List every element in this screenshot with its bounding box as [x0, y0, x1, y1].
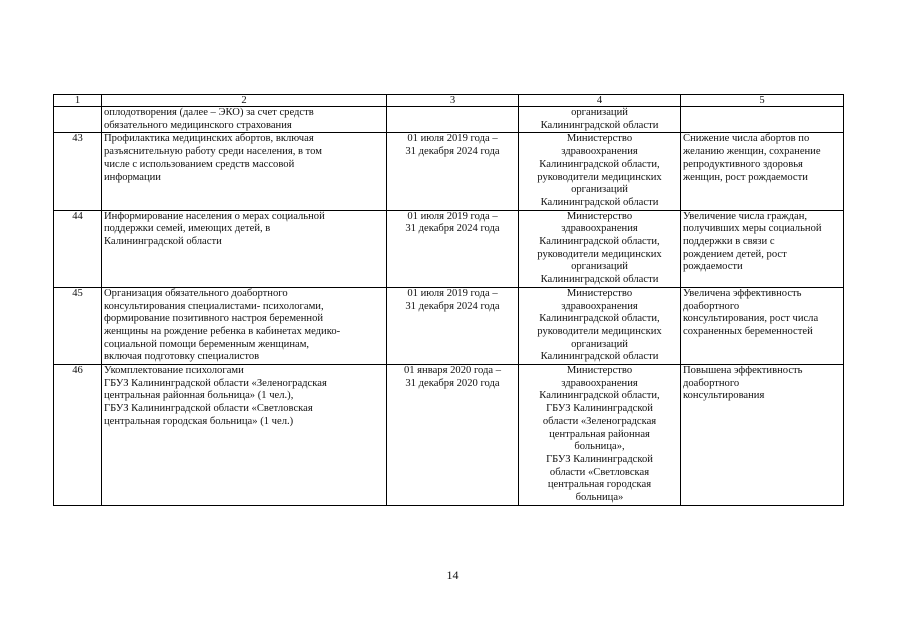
- text-line: доабортного: [683, 300, 740, 312]
- text-line: Информирование населения о мерах социальной: [104, 210, 325, 222]
- text-line: репродуктивного здоровья: [683, 158, 803, 170]
- text-line: Профилактика медицинских абортов, включая: [104, 133, 314, 145]
- text-line: рождаемости: [683, 261, 743, 273]
- text-line: больница»,: [574, 441, 625, 453]
- responsible-cell: [519, 287, 681, 364]
- text-line: Увеличение числа граждан,: [683, 210, 808, 222]
- dates-cell: [387, 133, 519, 210]
- text-line: разъяснительную работу среди населения, в том: [104, 146, 322, 158]
- text-line: руководители медицинских: [537, 248, 662, 260]
- text-line: сохраненных беременностей: [683, 325, 813, 337]
- text-line: здравоохранения: [561, 223, 638, 235]
- text-line: числе с использованием средств массовой: [104, 158, 295, 170]
- responsible-cell: [519, 133, 681, 210]
- responsible-cell: [519, 365, 681, 506]
- text-line: желанию женщин, сохранение: [683, 146, 821, 158]
- text-line: Калининградской области,: [539, 390, 660, 402]
- dates-cell: [387, 365, 519, 506]
- text-line: Калининградской области: [540, 351, 659, 363]
- text-line: включая подготовку специалистов: [104, 351, 260, 363]
- text-line: организаций: [571, 107, 628, 118]
- text-line: формирование позитивного настроя беременной: [104, 313, 324, 325]
- dates-cell: [387, 210, 519, 287]
- text-line: Повышена эффективность: [683, 365, 803, 377]
- text-line: центральная городская: [547, 479, 652, 491]
- text-line: организаций: [571, 184, 628, 196]
- text-line: больница»: [575, 492, 624, 504]
- text-line: Калининградской области,: [539, 158, 660, 170]
- page-number: 14: [446, 568, 459, 582]
- text-line: доабортного: [683, 377, 740, 389]
- event-cell: [102, 210, 387, 287]
- text-line: поддержки в связи с: [683, 236, 775, 248]
- text-line: Организация обязательного доабортного: [104, 287, 288, 299]
- dates-cell: [387, 287, 519, 364]
- text-line: рождением детей, рост: [683, 248, 787, 260]
- result-cell: [681, 133, 844, 210]
- text-line: Снижение числа абортов по: [683, 133, 810, 145]
- text-line: 01 июля 2019 года –: [407, 133, 498, 145]
- measures-table: [53, 94, 844, 506]
- table-row: [54, 133, 844, 210]
- event-cell: [102, 287, 387, 364]
- event-cell: [102, 133, 387, 210]
- text-line: центральная районная больница» (1 чел.),: [104, 390, 294, 402]
- text-line: Калининградской области: [540, 119, 659, 131]
- responsible-cell: [519, 107, 681, 133]
- text-line: консультирования, рост числа: [683, 313, 819, 325]
- text-line: 31 декабря 2024 года: [405, 146, 500, 158]
- text-line: ГБУЗ Калининградской: [546, 453, 653, 465]
- column-number-2: 2: [102, 95, 387, 107]
- text-line: здравоохранения: [561, 377, 638, 389]
- text-line: центральная районная: [549, 428, 650, 440]
- event-cell: [102, 365, 387, 506]
- text-line: Министерство: [566, 133, 633, 145]
- row-number-cell: 46: [54, 365, 102, 506]
- text-line: получивших меры социальной: [683, 223, 822, 235]
- row-number-cell: 44: [54, 210, 102, 287]
- text-line: ГБУЗ Калининградской области «Светловская: [104, 403, 313, 415]
- text-line: организаций: [571, 261, 628, 273]
- text-line: здравоохранения: [561, 146, 638, 158]
- result-cell: [681, 107, 844, 133]
- table-row: [54, 107, 844, 133]
- text-line: 31 декабря 2024 года: [405, 300, 500, 312]
- text-line: области «Светловская: [549, 466, 650, 478]
- text-line: оплодотворения (далее – ЭКО) за счет средств: [104, 107, 314, 118]
- text-line: области «Зеленоградская: [542, 415, 657, 427]
- text-line: 31 декабря 2024 года: [405, 223, 500, 235]
- text-line: Укомплектование психологами: [104, 365, 244, 377]
- column-number-3: 3: [387, 95, 519, 107]
- text-line: ГБУЗ Калининградской: [546, 403, 653, 415]
- text-line: Калининградской области,: [539, 313, 660, 325]
- text-line: обязательного медицинского страхования: [104, 119, 292, 131]
- text-line: руководители медицинских: [537, 325, 662, 337]
- row-number-cell: 45: [54, 287, 102, 364]
- text-line: 01 января 2020 года –: [403, 365, 502, 377]
- text-line: Министерство: [566, 210, 633, 222]
- dates-cell: [387, 107, 519, 133]
- text-line: информации: [104, 171, 161, 183]
- result-cell: [681, 365, 844, 506]
- text-line: 01 июля 2019 года –: [407, 210, 498, 222]
- text-line: Калининградской области: [104, 236, 222, 248]
- row-number-cell: 43: [54, 133, 102, 210]
- responsible-cell: [519, 210, 681, 287]
- result-cell: [681, 287, 844, 364]
- text-line: Калининградской области: [540, 196, 659, 208]
- column-number-1: 1: [54, 95, 102, 107]
- table-row: [54, 210, 844, 287]
- result-cell: [681, 210, 844, 287]
- text-line: 01 июля 2019 года –: [407, 287, 498, 299]
- text-line: женщин, рост рождаемости: [683, 171, 808, 183]
- text-line: организаций: [571, 338, 628, 350]
- text-line: социальной помощи беременным женщинам,: [104, 338, 310, 350]
- text-line: Калининградской области: [540, 274, 659, 286]
- table-row: [54, 365, 844, 506]
- text-line: 31 декабря 2020 года: [405, 377, 500, 389]
- text-line: поддержки семей, имеющих детей, в: [104, 223, 271, 235]
- text-line: консультирования специалистами- психологами,: [104, 300, 324, 312]
- event-cell: [102, 107, 387, 133]
- text-line: руководители медицинских: [537, 171, 662, 183]
- text-line: женщины на рождение ребенка в кабинетах медико-: [104, 325, 341, 337]
- row-number-cell: [54, 107, 102, 133]
- column-number-row: [54, 95, 844, 107]
- text-line: здравоохранения: [561, 300, 638, 312]
- table-row: [54, 287, 844, 364]
- text-line: центральная городская больница» (1 чел.): [104, 415, 294, 427]
- column-number-4: 4: [519, 95, 681, 107]
- text-line: Министерство: [566, 365, 633, 377]
- text-line: Увеличена эффективность: [683, 287, 802, 299]
- column-number-5: 5: [681, 95, 844, 107]
- text-line: Министерство: [566, 287, 633, 299]
- text-line: консультирования: [683, 390, 765, 402]
- text-line: Калининградской области,: [539, 236, 660, 248]
- text-line: ГБУЗ Калининградской области «Зеленоградская: [104, 377, 327, 389]
